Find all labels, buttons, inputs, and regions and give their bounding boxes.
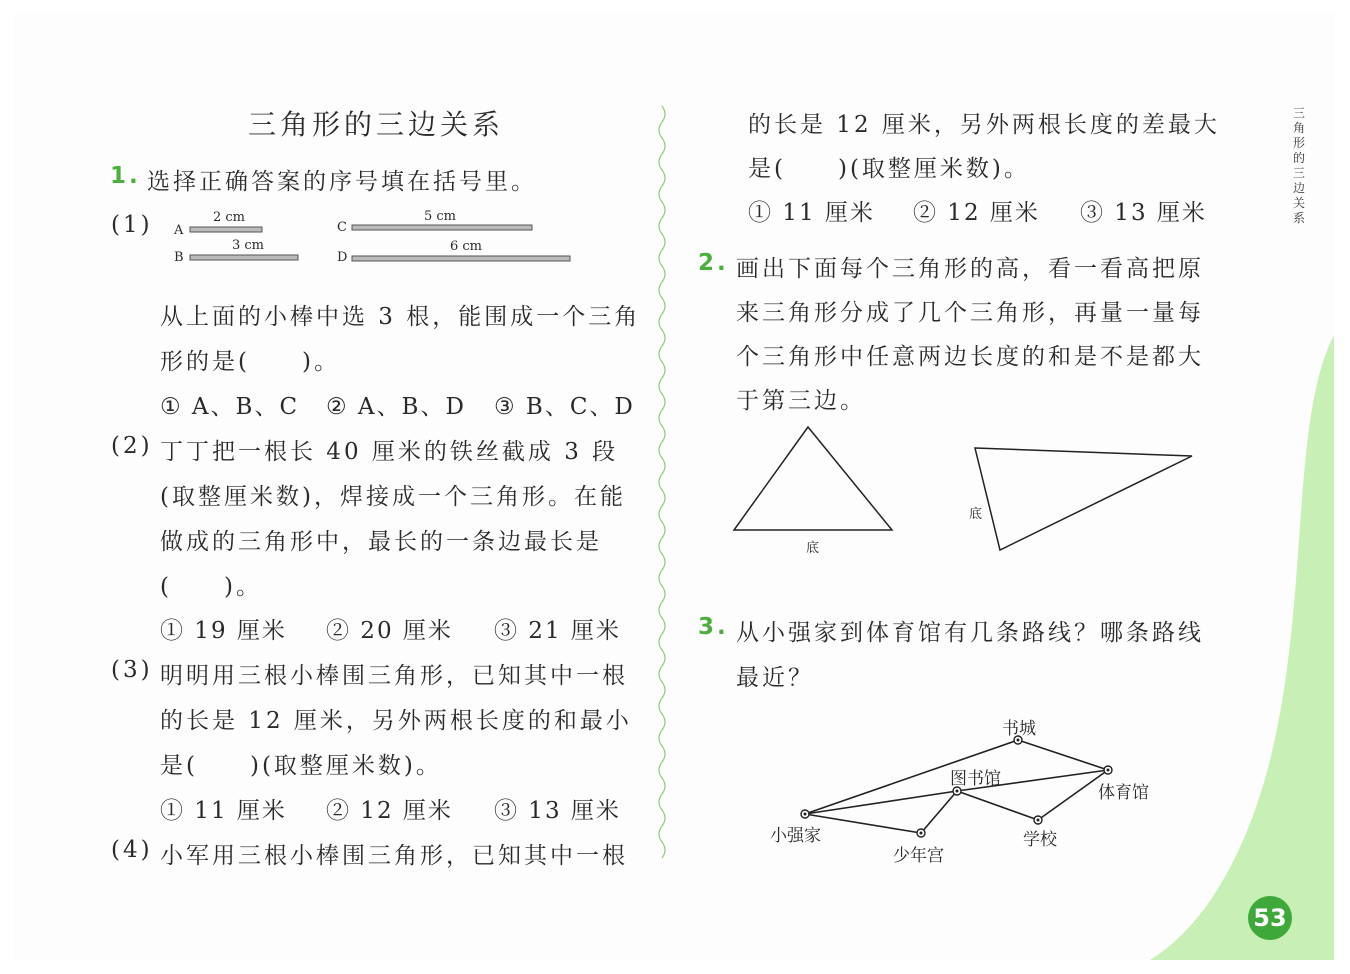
place-palace: 少年宫 [893,846,944,866]
q1-sub3-line2: 的长是 12 厘米，另外两根长度的和最小 [160,708,632,734]
stick-b-label: B [174,250,184,265]
q1-sub2-line3: 做成的三角形中，最长的一条边最长是 [160,529,602,555]
q1-sub4-option-2: ② 12 厘米 [913,200,1040,226]
q1-number: 1. [110,163,141,189]
stick-b [190,255,298,260]
q1-instruction: 选择正确答案的序号填在括号里。 [147,169,537,195]
q1-sub3-option-3: ③ 13 厘米 [494,798,621,824]
q1-sub4-option-3: ③ 13 厘米 [1080,200,1207,226]
q3-line1: 从小强家到体育馆有几条路线？哪条路线 [736,620,1204,646]
q1-sub3-option-2: ② 12 厘米 [326,798,453,824]
stick-d [352,256,570,261]
q1-sub1-option-1: ① A、B、C [160,394,300,420]
q1-sub2-option-1: ① 19 厘米 [160,618,287,644]
q1-sub2-label: (2) [111,433,153,459]
q1-sub2-option-3: ③ 21 厘米 [494,618,621,644]
q1-sub4-line2: 的长是 12 厘米，另外两根长度的差最大 [748,112,1220,138]
q1-sub2-line2: (取整厘米数)，焊接成一个三角形。在能 [160,484,626,510]
stick-c-label: C [337,220,347,235]
stick-d-label: D [337,250,348,265]
page-number-badge: 53 [1248,896,1292,940]
q2-number: 2. [698,250,729,276]
side-tab-chapter: 三角形的三边关系 [1292,106,1305,225]
q1-sub4-option-1: ① 11 厘米 [748,200,875,226]
q1-sub4-line1: 小军用三根小棒围三角形，已知其中一根 [160,843,628,869]
q2-line2: 来三角形分成了几个三角形，再量一量每 [736,300,1204,326]
q2-line1: 画出下面每个三角形的高，看一看高把原 [736,256,1204,282]
q3-number: 3. [698,614,729,640]
q1-sub3-line1: 明明用三根小棒围三角形，已知其中一根 [160,663,628,689]
q1-sub1-option-3: ③ B、C、D [494,394,635,420]
q1-sub1-label: (1) [111,212,153,238]
q2-line3: 个三角形中任意两边长度的和是不是都大 [736,344,1204,370]
place-library: 图书馆 [950,769,1001,789]
q3-line2: 最近？ [736,665,814,691]
stick-c [352,225,532,230]
place-gym: 体育馆 [1098,783,1149,803]
q1-sub4-label: (4) [111,837,153,863]
column-divider [659,106,665,858]
q1-sub2-line1: 丁丁把一根长 40 厘米的铁丝截成 3 段 [160,439,619,465]
stick-d-length: 6 cm [450,239,483,254]
place-home: 小强家 [770,826,821,846]
green-corner-decoration [1150,335,1334,960]
q1-sub3-label: (3) [111,657,153,683]
stick-a-label: A [174,223,184,238]
q1-sub4-line3: 是( )(取整厘米数)。 [748,156,1030,182]
stick-a [190,227,262,232]
q2-line4: 于第三边。 [736,388,866,414]
q1-sub1-option-2: ② A、B、D [326,394,466,420]
triangle-1 [734,427,892,530]
triangle-2-base-label: 底 [969,507,983,522]
q1-sub3-option-1: ① 11 厘米 [160,798,287,824]
triangle-2 [975,448,1192,550]
q1-sub2-line4: ( )。 [160,574,262,600]
place-bookcity: 书城 [1002,719,1036,739]
page-title: 三角形的三边关系 [248,108,505,141]
q1-sub1-line1: 从上面的小棒中选 3 根，能围成一个三角 [160,304,641,330]
q1-sub3-line3: 是( )(取整厘米数)。 [160,753,442,779]
stick-a-length: 2 cm [213,210,246,225]
triangle-1-base-label: 底 [806,541,820,556]
stick-b-length: 3 cm [232,238,265,253]
q1-sub1-line2: 形的是( )。 [160,349,340,375]
place-school: 学校 [1023,830,1057,850]
q1-sub2-option-2: ② 20 厘米 [326,618,453,644]
stick-c-length: 5 cm [424,209,457,224]
